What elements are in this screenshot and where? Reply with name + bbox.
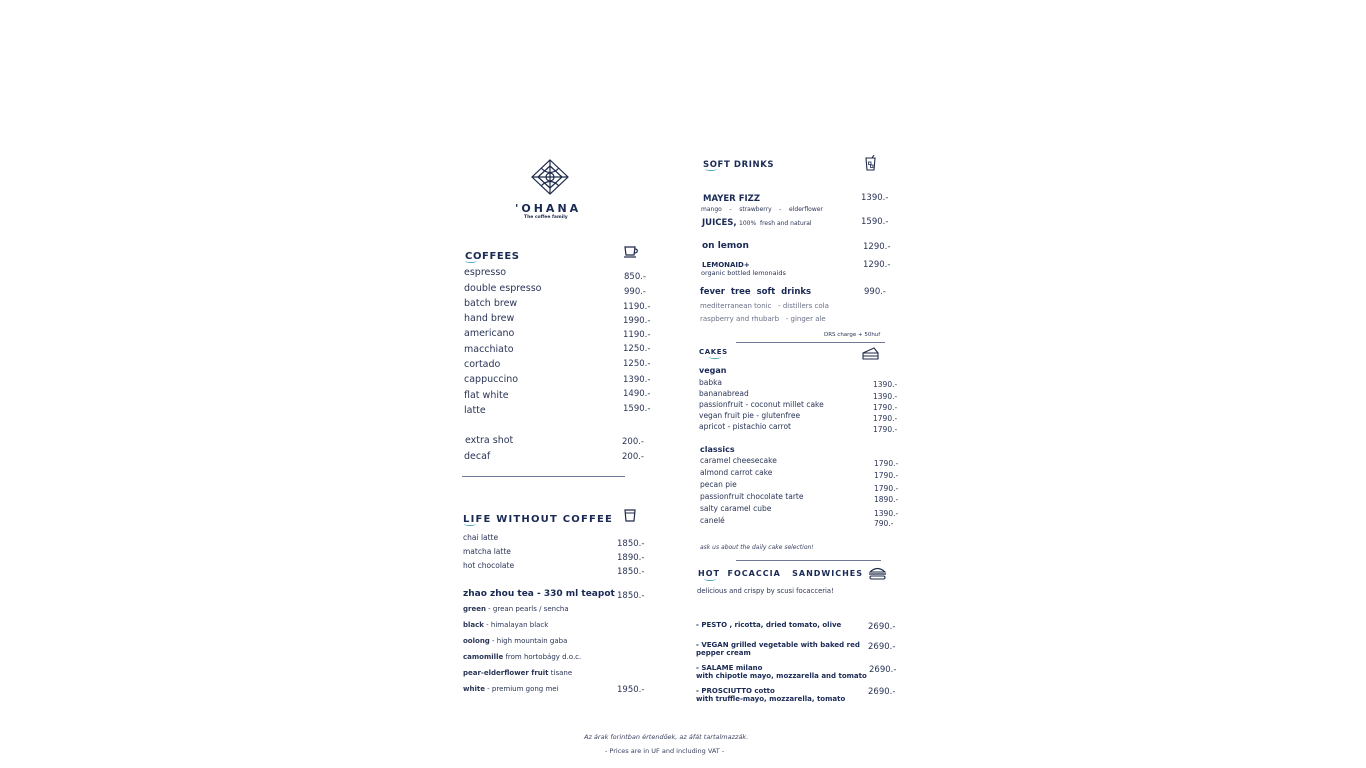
- sandwich-item-price: 2690.-: [868, 687, 896, 697]
- cake-item-name: bananabread: [699, 389, 749, 398]
- tea-item: [463, 685, 559, 693]
- coffee-item-name: double espresso: [464, 283, 542, 294]
- coffee-item-price: 1250.-: [623, 359, 651, 369]
- coffee-item-price: 1190.-: [623, 302, 651, 312]
- coffees-title: COFFEES: [465, 251, 520, 262]
- sandwich-item-price: 2690.-: [869, 665, 897, 675]
- tea-item: [463, 605, 569, 613]
- cake-item-price: 1390.-: [873, 392, 898, 401]
- cake-item-name: almond carrot cake: [700, 468, 773, 477]
- cakes-title: CAKES: [699, 348, 728, 356]
- cake-item-price: 1790.-: [873, 414, 898, 423]
- logo: [528, 158, 572, 196]
- cake-item-name: caramel cheesecake: [700, 456, 777, 465]
- coffee-item-price: 990.-: [624, 287, 646, 297]
- lemonaid-desc: organic bottled lemonaids: [701, 269, 786, 277]
- tea-item-name: camomille: [463, 653, 504, 661]
- tea-item-desc: tisane: [548, 669, 573, 677]
- coffee-item-name: batch brew: [464, 298, 518, 309]
- tea-item: [463, 621, 548, 629]
- sandwich-item-line2: pepper cream: [696, 649, 751, 657]
- tea-item-name: black: [463, 621, 484, 629]
- logo-tagline: The coffee family: [524, 215, 568, 220]
- coffee-extra-name: decaf: [464, 451, 491, 462]
- glass-icon: [864, 155, 877, 171]
- tea-item: [463, 669, 572, 677]
- coffee-item-name: hand brew: [464, 313, 515, 324]
- tea-item-desc: - grean pearls / sencha: [485, 605, 569, 613]
- classics-title: classics: [700, 445, 735, 454]
- sandwich-item-line1: - VEGAN grilled vegetable with baked red: [696, 641, 860, 649]
- life-item-name: matcha latte: [463, 547, 511, 556]
- coffee-extra-price: 200.-: [622, 437, 644, 447]
- tea-item-desc: - himalayan black: [483, 621, 549, 629]
- cake-item-price: 790.-: [874, 519, 894, 528]
- cake-item-price: 1390.-: [874, 509, 899, 518]
- tea-item-desc: - high mountain gaba: [489, 637, 568, 645]
- coffee-item-name: flat white: [464, 390, 509, 401]
- tea-title: zhao zhou tea - 330 ml teapot: [463, 589, 615, 599]
- on-lemon-title: on lemon: [702, 241, 749, 251]
- life-item-price: 1850.-: [617, 539, 645, 549]
- cup-icon: [623, 508, 637, 523]
- coffee-item-name: cortado: [464, 359, 501, 370]
- tea-item: [463, 637, 567, 645]
- lemonaid-price: 1290.-: [863, 260, 891, 270]
- coffees-title-underline: [465, 259, 477, 263]
- coffee-item-price: 1590.-: [623, 404, 651, 414]
- life-title: LIFE WITHOUT COFFEE: [463, 514, 614, 525]
- coffee-extra-name: extra shot: [465, 435, 514, 446]
- tea-item-name: green: [463, 605, 486, 613]
- coffee-item-price: 1250.-: [623, 344, 651, 354]
- white-tea-price: 1950.-: [617, 685, 645, 695]
- tea-item: [463, 653, 581, 661]
- divider: [736, 560, 881, 561]
- cake-item-name: salty caramel cube: [700, 504, 772, 513]
- coffee-item-name: americano: [464, 328, 515, 339]
- fever-tree-flavours-2: raspberry and rhubarb - ginger ale: [700, 315, 826, 323]
- tea-item-name: white: [463, 685, 485, 693]
- juices-desc: 100% fresh and natural: [739, 220, 812, 227]
- soft-title-underline: [705, 167, 717, 171]
- cake-item-price: 1790.-: [874, 484, 899, 493]
- cake-item-price: 1390.-: [873, 380, 898, 389]
- tea-price: 1850.-: [617, 591, 645, 601]
- mayer-fizz-title: MAYER FIZZ: [703, 194, 760, 204]
- coffee-cup-icon: [623, 245, 639, 259]
- fever-tree-flavours-1: mediterranean tonic - distillers cola: [700, 302, 829, 310]
- juices-price: 1590.-: [861, 217, 889, 227]
- cake-item-price: 1790.-: [873, 425, 898, 434]
- sandwich-item-line1: - PROSCIUTTO cotto: [696, 687, 775, 695]
- cake-note: ask us about the daily cake selection!: [700, 544, 814, 551]
- cake-item-price: 1890.-: [874, 495, 899, 504]
- cake-item-name: pecan pie: [700, 480, 737, 489]
- sandwich-item-line1: - SALAME milano: [696, 664, 763, 672]
- cake-item-name: canelé: [700, 516, 725, 525]
- on-lemon-price: 1290.-: [863, 242, 891, 252]
- focaccia-title: HOT FOCACCIA SANDWICHES: [698, 569, 863, 578]
- coffee-item-name: cappuccino: [464, 374, 519, 385]
- fever-tree-price: 990.-: [864, 287, 886, 297]
- cake-item-name: passionfruit chocolate tarte: [700, 492, 804, 501]
- fever-tree-title: fever tree soft drinks: [700, 287, 812, 297]
- soft-drinks-title: SOFT DRINKS: [703, 160, 775, 170]
- logo-name: 'OHANA: [515, 202, 582, 215]
- life-item-name: hot chocolate: [463, 561, 515, 570]
- sandwich-item-line1: - PESTO , ricotta, dried tomato, olive: [696, 621, 842, 629]
- sandwich-item-line2: with truffle-mayo, mozzarella, tomato: [696, 695, 846, 703]
- coffee-item-name: latte: [464, 405, 486, 416]
- sandwich-item-line2: with chipotle mayo, mozzarella and tomato: [696, 672, 867, 680]
- sandwich-item-price: 2690.-: [868, 642, 896, 652]
- coffee-extra-price: 200.-: [622, 452, 644, 462]
- juices-title: JUICES,: [702, 218, 737, 228]
- life-item-price: 1850.-: [617, 567, 645, 577]
- coffee-item-name: espresso: [464, 267, 507, 278]
- cakes-title-underline: [709, 355, 721, 359]
- tea-item-name: oolong: [463, 637, 490, 645]
- life-item-price: 1890.-: [617, 553, 645, 563]
- life-item-name: chai latte: [463, 533, 499, 542]
- tea-item-desc: - premium gong mei: [484, 685, 559, 693]
- tea-item-desc: from hortobágy d.o.c.: [503, 653, 582, 661]
- logo-mark-icon: [528, 158, 572, 196]
- cake-item-name: vegan fruit pie - glutenfree: [699, 411, 801, 420]
- sandwich-item-price: 2690.-: [868, 622, 896, 632]
- focaccia-title-underline: [704, 577, 716, 581]
- tea-item-name: pear-elderflower fruit: [463, 669, 549, 677]
- cake-item-name: apricot - pistachio carrot: [699, 422, 791, 431]
- lemonaid-title: LEMONAID+: [702, 261, 750, 269]
- divider: [736, 342, 885, 343]
- focaccia-desc: delicious and crispy by scusi focacceria!: [697, 587, 834, 595]
- sandwich-icon: [868, 566, 887, 580]
- mayer-fizz-price: 1390.-: [861, 193, 889, 203]
- life-title-underline: [464, 522, 476, 526]
- coffee-item-price: 1390.-: [623, 375, 651, 385]
- footer-en: - Prices are in UF and including VAT -: [605, 747, 725, 755]
- coffee-item-price: 1190.-: [623, 330, 651, 340]
- cake-item-price: 1790.-: [874, 471, 899, 480]
- drs-charge: DRS charge + 50huf: [824, 332, 881, 338]
- cake-slice-icon: [862, 346, 879, 360]
- footer-hu: Az árak forintban értendőek, az áfát tartalmazzák.: [584, 733, 749, 741]
- coffee-item-price: 1990.-: [623, 316, 651, 326]
- cake-item-price: 1790.-: [874, 459, 899, 468]
- mayer-fizz-flavours: mango - strawberry - elderflower: [701, 206, 823, 213]
- coffee-item-name: macchiato: [464, 344, 514, 355]
- divider: [462, 476, 625, 477]
- coffee-item-price: 850.-: [624, 272, 646, 282]
- cake-item-price: 1790.-: [873, 403, 898, 412]
- cake-item-name: passionfruit - coconut millet cake: [699, 400, 824, 409]
- coffee-item-price: 1490.-: [623, 389, 651, 399]
- vegan-title: vegan: [699, 366, 727, 375]
- cake-item-name: babka: [699, 378, 722, 387]
